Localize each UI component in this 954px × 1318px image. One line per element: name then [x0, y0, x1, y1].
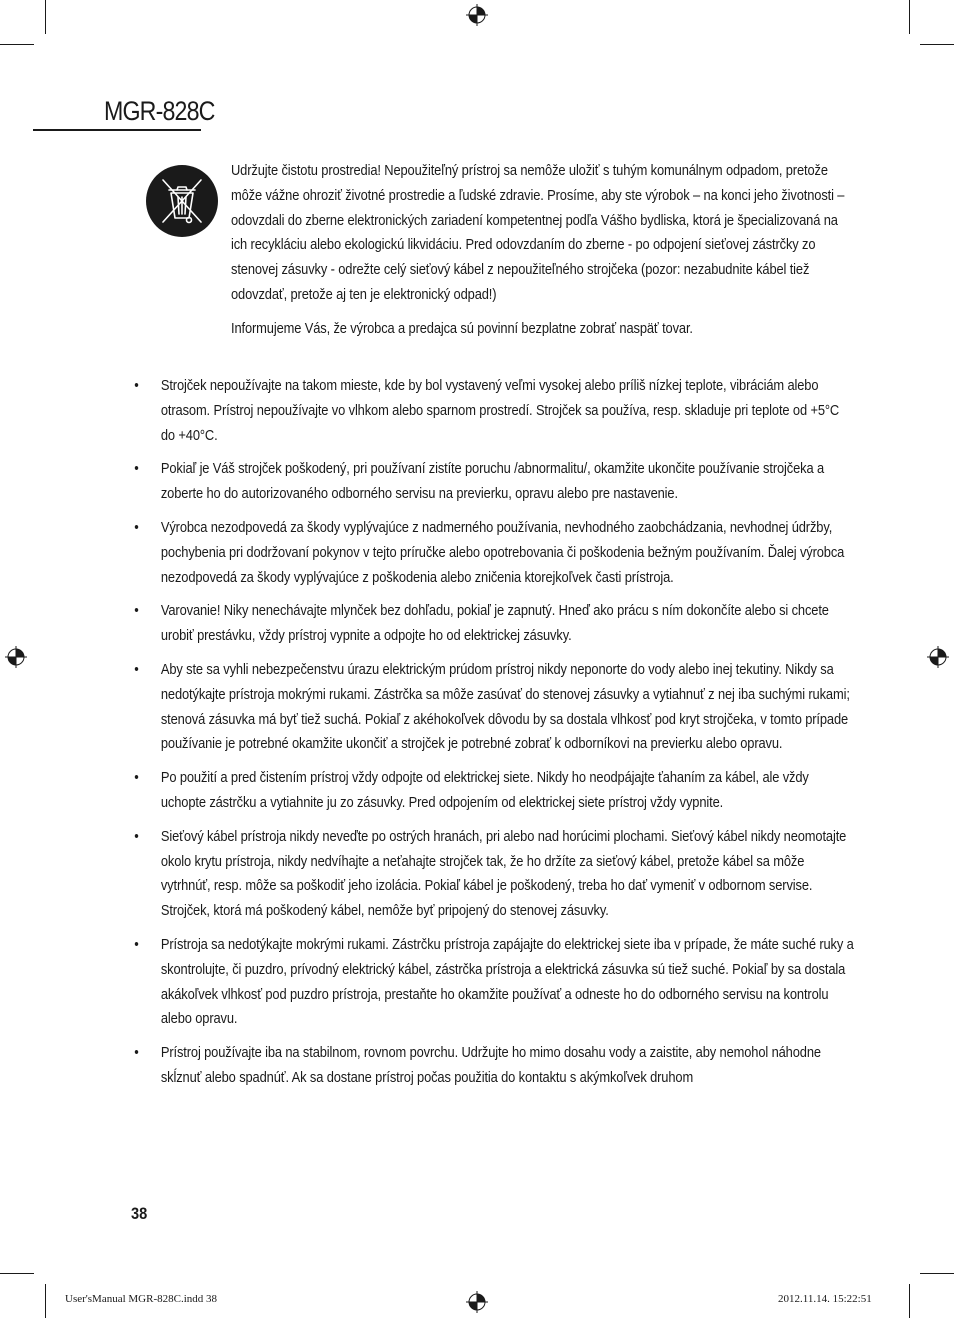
crop-mark	[909, 0, 910, 34]
list-item: • Prístroja sa nedotýkajte mokrými rukami. Zástrčku prístroja zapájajte do elektrickej siete iba v prípade, že máte suché ruky a skontrolujte, či puzdro, prívodný elektrický kábel, zástrčka prístroja a elektrická zásuvka sú tiež suché. Pokiaľ by sa dostala akákoľvek vlhkosť pod puzdro prístroja, prestaňte ho okamžite používať a odneste ho do odborného servisu na kontrolu alebo opravu.	[117, 933, 857, 1032]
list-item: • Prístroj používajte iba na stabilnom, rovnom povrchu. Udržujte ho mimo dosahu vody a zaistite, aby nemohol náhodne skĺznuť alebo spadnúť. Ak sa dostane prístroj počas použitia do kontaktu s akýmkoľvek druhom	[117, 1041, 857, 1091]
registration-mark-icon	[927, 646, 949, 668]
list-item: • Varovanie! Niky nenechávajte mlynček bez dohľadu, pokiaľ je zapnutý. Hneď ako prácu s ním dokončíte alebo si chcete urobiť prestávku, vždy prístroj vypnite a odpojte ho od elektrickej zásuvky.	[117, 599, 857, 649]
disposal-paragraph: Udržujte čistotu prostredia! Nepoužiteľný prístroj sa nemôže uložiť s tuhým komunálnym odpadom, pretože môže vážne ohroziť životné prostredie a ľudské zdravie. Prosíme, aby ste výrobok – na konci jeho životnosti – odovzdali do zberne elektronických zariadení kompetentnej podľa Vášho bydliska, ktorá je špecializovaná na ich recykláciu alebo ekologickú likvidáciu. Pred odovzdaním do zberne - po odpojení sieťovej zástrčky zo stenovej zásuvky - odrežte celý sieťový kábel z nepoužiteľného strojčeka (pozor: nezabudnite kábel tiež odovzdať, pretože aj ten je elektronický odpad!)	[231, 162, 845, 303]
registration-mark-icon	[466, 4, 488, 26]
disposal-notice	[231, 159, 855, 342]
registration-mark-icon	[5, 646, 27, 668]
slug-file-name: User'sManual MGR-828C.indd 38	[65, 1293, 218, 1305]
model-title: MGR-828C	[104, 96, 215, 126]
crop-mark	[45, 1284, 46, 1318]
slug-timestamp: 2012.11.14. 15:22:51	[778, 1293, 872, 1305]
list-item: • Po použití a pred čistením prístroj vždy odpojte od elektrickej siete. Nikdy ho neodpájajte ťahaním za kábel, ale vždy uchopte zástrčku a vytiahnite ju zo zásuvky. Pred odpojením od elektrickej siete prístroj vždy vypnite.	[117, 766, 857, 816]
crossed-out-wheelie-bin-icon	[145, 164, 219, 238]
list-item: • Výrobca nezodpovedá za škody vyplývajúce z nadmerného používania, nevhodného zaobchádzania, nevhodnej údržby, pochybenia pri dodržovaní pokynov v tejto príručke alebo opotrebovania či poškodenia bežným používaním. Ďalej výrobca nezodpovedá za škody vyplývajúce z poškodenia alebo zničenia ktorejkoľvek časti prístroja.	[117, 516, 857, 590]
crop-mark	[0, 44, 34, 45]
crop-mark	[920, 44, 954, 45]
list-item: • Pokiaľ je Váš strojček poškodený, pri používaní zistíte poruchu /abnormalitu/, okamžite ukončite používanie strojčeka a zoberte ho do autorizovaného odborného servisu na previerku, opravu alebo pre nastavenie.	[117, 457, 857, 507]
bullet-list	[117, 374, 857, 1091]
list-item: • Sieťový kábel prístroja nikdy neveďte po ostrých hranách, pri alebo nad horúcimi plochami. Sieťový kábel nikdy neomotajte okolo krytu prístroja, nikdy nedvíhajte a neťahajte strojček tak, že ho držíte za sieťový kábel, pretože kábel sa môže vytrhnúť, resp. môže sa poškodiť jeho izolácia. Pokiaľ kábel je poškodený, treba ho dať vymeniť v odbornom servise. Strojček, ktorá má poškodený kábel, nemôže byť pripojený do stenovej zásuvky.	[117, 825, 857, 924]
safety-instructions	[117, 374, 857, 1100]
crop-mark	[45, 0, 46, 34]
page-number: 38	[131, 1204, 148, 1223]
list-item: • Strojček nepoužívajte na takom mieste, kde by bol vystavený veľmi vysokej alebo príliš nízkej teplote, vibráciám alebo otrasom. Prístroj nepoužívajte vo vlhkom alebo sparnom prostredí. Strojček sa používa, resp. skladuje pri teplote od +5°C do +40°C.	[117, 374, 857, 448]
crop-mark	[909, 1284, 910, 1318]
take-back-paragraph: Informujeme Vás, že výrobca a predajca sú povinní bezplatne zobrať naspäť tovar.	[231, 319, 693, 337]
crop-mark	[920, 1273, 954, 1274]
registration-mark-icon	[466, 1291, 488, 1313]
list-item: • Aby ste sa vyhli nebezpečenstvu úrazu elektrickým prúdom prístroj nikdy neponorte do vody alebo inej tekutiny. Nikdy sa nedotýkajte prístroja mokrými rukami. Zástrčka sa môže zasúvať do stenovej zásuvky a vytiahnuť z nej iba suchými rukami; stenová zásuvka má byť tiež suchá. Pokiaľ z akéhokoľvek dôvodu by sa dostala vlhkosť pod kryt strojčeka, v tomto prípade používanie je potrebné okamžite ukončiť a strojček je potrebné zobrať k odborníkovi na previerku alebo opravu.	[117, 658, 857, 757]
crop-mark	[0, 1273, 34, 1274]
title-underline	[33, 129, 201, 131]
